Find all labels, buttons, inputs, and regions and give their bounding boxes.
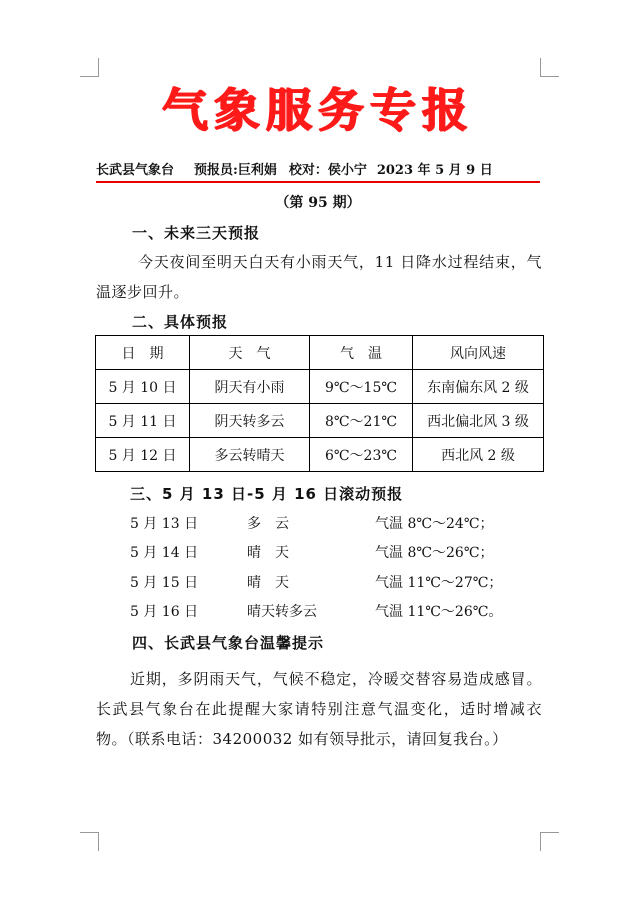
- section-3-heading: 三、5 月 13 日-5 月 16 日滚动预报: [130, 485, 404, 503]
- rolling-temp: 气温 8℃～24℃；: [375, 516, 494, 532]
- rolling-date: 5 月 15 日: [130, 575, 199, 591]
- forecast-table: [95, 335, 544, 472]
- section-2-heading: 二、具体预报: [132, 313, 229, 331]
- rolling-temp: 气温 8℃～26℃；: [375, 545, 494, 561]
- corner-mark-bottom-right: [540, 832, 559, 851]
- header-checker: 校对：侯小宁: [288, 163, 367, 178]
- table-row: [96, 438, 544, 472]
- header-forecaster: 预报员:巨利娟: [194, 163, 277, 178]
- cell-temp: 6℃～23℃: [310, 438, 413, 472]
- rolling-row: [130, 542, 550, 562]
- table-row: [96, 404, 544, 438]
- cell-temp: 8℃～21℃: [310, 404, 413, 438]
- cell-temp: 9℃～15℃: [310, 370, 413, 404]
- rolling-row: [130, 572, 550, 592]
- header-line: [96, 162, 540, 180]
- red-rule: [96, 181, 540, 183]
- cell-weather: 阴天转多云: [190, 404, 310, 438]
- cell-date: 5 月 11 日: [96, 404, 190, 438]
- col-temp: 气 温: [310, 336, 413, 370]
- corner-mark-top-left: [80, 58, 99, 77]
- cell-wind: 东南偏东风 2 级: [413, 370, 544, 404]
- rolling-date: 5 月 13 日: [130, 516, 199, 532]
- cell-wind: 西北偏北风 3 级: [413, 404, 544, 438]
- section-1-text: 今天夜间至明天白天有小雨天气，11 日降水过程结束，气温逐步回升。: [96, 253, 542, 301]
- section-4-text: 近期，多阴雨天气，气候不稳定，冷暖交替容易造成感冒。长武县气象台在此提醒大家请特别注意气温变化，适时增减衣物。（联系电话：34200032 如有领导批示，请回复我台。）: [96, 670, 542, 748]
- section-1-heading: 一、未来三天预报: [132, 224, 261, 242]
- rolling-weather: 多 云: [247, 516, 289, 532]
- col-date: 日 期: [96, 336, 190, 370]
- cell-weather: 多云转晴天: [190, 438, 310, 472]
- rolling-weather: 晴天转多云: [247, 604, 317, 620]
- corner-mark-bottom-left: [80, 832, 99, 851]
- rolling-weather: 晴 天: [247, 575, 289, 591]
- rolling-temp: 气温 11℃～26℃。: [375, 604, 503, 620]
- issue-number: （第 95 期）: [275, 195, 361, 211]
- cell-weather: 阴天有小雨: [190, 370, 310, 404]
- rolling-row: [130, 513, 550, 533]
- section-4-heading: 四、长武县气象台温馨提示: [132, 634, 325, 652]
- cell-date: 5 月 12 日: [96, 438, 190, 472]
- rolling-temp: 气温 11℃～27℃；: [375, 575, 503, 591]
- table-row: [96, 370, 544, 404]
- rolling-weather: 晴 天: [247, 545, 289, 561]
- corner-mark-top-right: [540, 58, 559, 77]
- col-weather: 天 气: [190, 336, 310, 370]
- header-date: 2023 年 5 月 9 日: [376, 163, 493, 178]
- rolling-row: [130, 601, 550, 621]
- cell-date: 5 月 10 日: [96, 370, 190, 404]
- cell-wind: 西北风 2 级: [413, 438, 544, 472]
- rolling-date: 5 月 14 日: [130, 545, 199, 561]
- table-header-row: [96, 336, 544, 370]
- col-wind: 风向风速: [413, 336, 544, 370]
- rolling-date: 5 月 16 日: [130, 604, 199, 620]
- document-title: 气象服务专报: [162, 83, 474, 137]
- header-org: 长武县气象台: [96, 163, 175, 178]
